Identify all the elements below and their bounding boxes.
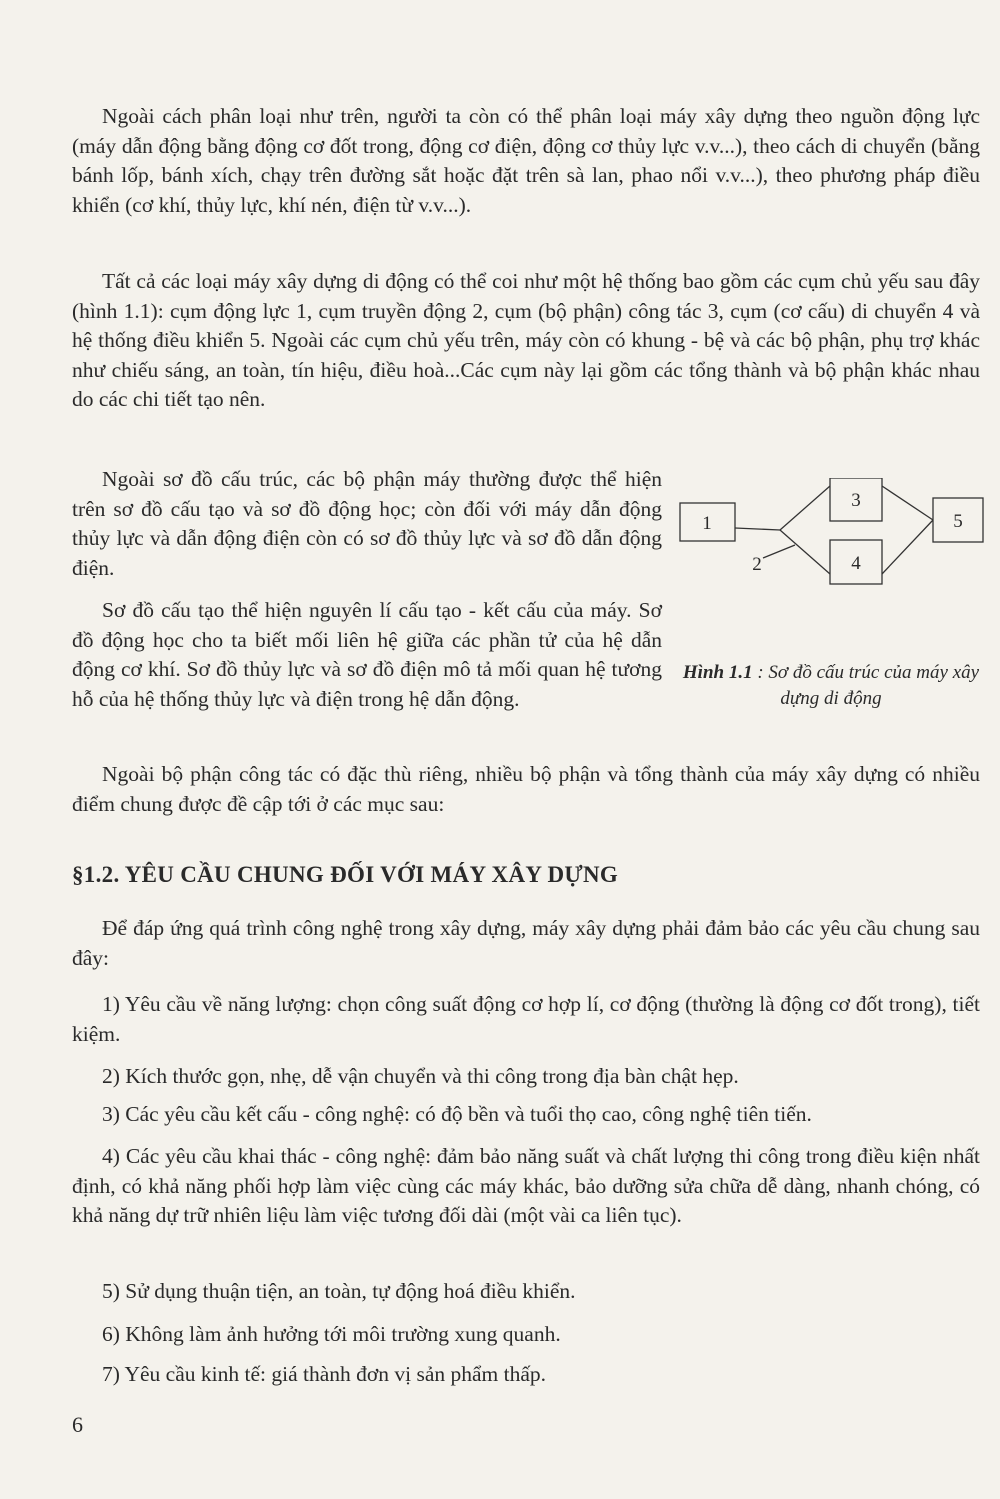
label-2-leader: [763, 545, 795, 558]
paragraph-diagram-types: Ngoài sơ đồ cấu trúc, các bộ phận máy thường được thể hiện trên sơ đồ cấu tạo và sơ đồ động học; còn đối với máy dẫn động thủy lực và dẫn động điện còn có sơ đồ thủy lực và sơ đồ dẫn động điện.: [72, 467, 662, 580]
paragraph-main-assemblies: Tất cả các loại máy xây dựng di động có thể coi như một hệ thống bao gồm các cụm chủ yếu sau đây (hình 1.1): cụm động lực 1, cụm truyền động 2, cụm (bộ phận) công tác 3, cụm (cơ cấu) di chuyển 4 và hệ thống điều khiển 5. Ngoài các cụm chủ yếu trên, máy còn có khung - bệ và các bộ phận, phụ trợ khác như chiếu sáng, an toàn, tín hiệu, điều hoà...Các cụm này lại gồm các tổng thành và bộ phận khác nhau do các chi tiết tạo nên.: [72, 269, 980, 411]
connector-2-3: [780, 486, 830, 530]
box-3-label: 3: [851, 490, 861, 511]
paragraph-common-parts: Ngoài bộ phận công tác có đặc thù riêng, nhiều bộ phận và tổng thành của máy xây dựng có nhiều điểm chung được đề cập tới ở các mục sau:: [72, 762, 980, 816]
requirement-item: 7) Yêu cầu kinh tế: giá thành đơn vị sản phẩm thấp.: [102, 1362, 547, 1386]
requirement-item: 6) Không làm ảnh hưởng tới môi trường xung quanh.: [102, 1322, 561, 1346]
figure-caption-text: : Sơ đồ cấu trúc của máy xây dựng di động: [757, 662, 980, 709]
figure-caption: [672, 660, 990, 712]
connector-3-5: [882, 486, 933, 520]
structure-diagram: [675, 478, 985, 618]
requirement-item: 3) Các yêu cầu kết cấu - công nghệ: có độ bền và tuổi thọ cao, công nghệ tiên tiến.: [102, 1102, 812, 1126]
figure-caption-label: Hình 1.1: [682, 662, 753, 683]
box-4-label: 4: [851, 553, 861, 574]
paragraph-classification: Ngoài cách phân loại như trên, người ta còn có thể phân loại máy xây dựng theo nguồn động lực (máy dẫn động bằng động cơ đốt trong, động cơ điện, động cơ thủy lực v.v...), theo cách di chuyển (bằng bánh lốp, bánh xích, chạy trên đường sắt hoặc đặt trên sà lan, phao nổi v.v...), theo phương pháp điều khiển (cơ khí, thủy lực, khí nén, điện từ v.v...).: [72, 104, 980, 217]
paragraph-requirements-intro: Để đáp ứng quá trình công nghệ trong xây dựng, máy xây dựng phải đảm bảo các yêu cầu chung sau đây:: [72, 916, 980, 970]
requirement-item: 5) Sử dụng thuận tiện, an toàn, tự động hoá điều khiển.: [102, 1279, 576, 1303]
structure-diagram-svg: [675, 478, 985, 618]
requirement-item: 2) Kích thước gọn, nhẹ, dễ vận chuyển và thi công trong địa bàn chật hẹp.: [102, 1064, 739, 1088]
page-number: 6: [72, 1412, 83, 1437]
connector-2-4: [780, 530, 830, 574]
transmission-label-2: 2: [752, 554, 762, 575]
connector-4-5: [882, 520, 933, 574]
box-1-label: 1: [702, 513, 712, 534]
requirement-item: 4) Các yêu cầu khai thác - công nghệ: đảm bảo năng suất và chất lượng thi công trong điều kiện nhất định, có khả năng phối hợp làm việc cùng các máy khác, bảo dưỡng sửa chữa dễ dàng, nhanh chóng, có khả năng dự trữ nhiên liệu làm việc tương đối dài (một vài ca liên tục).: [72, 1144, 980, 1227]
box-5-label: 5: [953, 511, 963, 532]
section-heading: §1.2. YÊU CẦU CHUNG ĐỐI VỚI MÁY XÂY DỰNG: [72, 862, 619, 887]
connector-1-2: [735, 528, 780, 530]
requirement-item: 1) Yêu cầu về năng lượng: chọn công suất động cơ hợp lí, cơ động (thường là động cơ đốt trong), tiết kiệm.: [72, 992, 980, 1046]
paragraph-diagram-descriptions: Sơ đồ cấu tạo thể hiện nguyên lí cấu tạo - kết cấu của máy. Sơ đồ động học cho ta biết mối liên hệ giữa các phần tử của hệ dẫn động cơ khí. Sơ đồ thủy lực và sơ đồ điện mô tả mối quan hệ tương hỗ của hệ thống thủy lực và điện trong hệ dẫn động.: [72, 598, 662, 711]
